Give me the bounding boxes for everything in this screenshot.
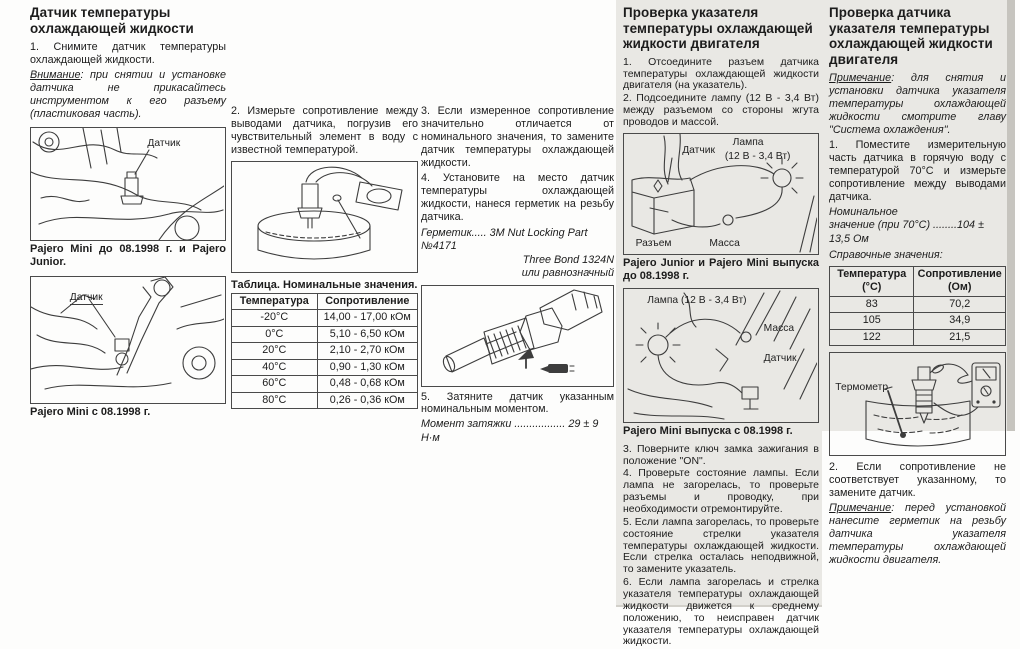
connector-callout-label: Разъем: [635, 237, 672, 249]
page-edge-shadow: [1007, 0, 1015, 431]
ground-callout-label: Масса: [763, 323, 795, 335]
figure-lamp-test-early: [623, 133, 819, 255]
column-gauge-sensor-check: [829, 5, 1006, 569]
note-text: : для снятия и установки датчика указателя температуры охлаждающей жидкости смотрите главу "Система охлаждения".: [829, 72, 1006, 136]
table-row: [232, 376, 418, 392]
table-row: [830, 313, 1006, 329]
section-title-gauge-sensor-check: Проверка датчика указателя температуры охлаждающей жидкости двигателя: [829, 5, 993, 67]
figure-caption: Pajero Mini с 08.1998 г.: [30, 405, 151, 418]
cell-resistance: 0,90 - 1,30 кОм: [317, 359, 417, 375]
hot-water-test-drawing: [830, 353, 1004, 455]
column-header: Температура (°С): [830, 266, 914, 296]
torque-spec: Момент затяжки ................. 29 ± 9 Н·м: [421, 418, 599, 444]
nominal-spec-line: Номинальное: [829, 205, 898, 218]
step-text: 2. Подсоедините лампу (12 В - 3,4 Вт) между разъемом со стороны жгута проводов и массой.: [623, 92, 819, 128]
section-title-gauge-check: Проверка указателя температуры охлаждающей жидкости двигателя: [623, 5, 813, 52]
engine-bay-drawing: [31, 128, 224, 240]
sensor-callout-label: Датчик: [763, 352, 797, 364]
sensor-callout-label: Датчик: [70, 292, 103, 305]
column-replace-install: [421, 105, 614, 448]
step-text: 3. Поверните ключ замка зажигания в положение "ON".: [623, 442, 819, 467]
figure-sensor-sealant: [421, 285, 614, 387]
step-text: 5. Затяните датчик указанным номинальным моментом.: [421, 390, 614, 416]
nominal-values-table: [231, 293, 418, 409]
cell-temperature: 60°С: [232, 376, 318, 392]
sensor-callout-label: Датчик: [682, 144, 715, 156]
column-header: Температура: [232, 293, 318, 309]
step-text: 1. Снимите датчик температуры охлаждающей жидкости.: [30, 41, 226, 67]
sensor-callout-label: Датчик: [147, 137, 181, 149]
table-row: [830, 329, 1006, 345]
note: [829, 502, 1006, 567]
step-text: 5. Если лампа загорелась, то проверьте состояние стрелки указателя температуры охлаждающей жидкости. Если стрелка осталась неподвижной, то замените указатель.: [623, 515, 819, 576]
figure-hot-water-test: [829, 352, 1006, 456]
column-header: Сопротивление (Ом): [914, 266, 1006, 296]
thermometer-callout-label: Термометр: [835, 381, 889, 393]
warning-text: : при снятии и установке датчика не прикасайтесь инструментом к его разъему (пластиковая часть).: [30, 69, 226, 120]
figure-sensor-location-early: [30, 127, 226, 241]
engine-bay-drawing: [31, 277, 224, 403]
sealant-spec: [421, 227, 614, 281]
table-header-row: [830, 266, 1006, 296]
sensor-closeup-drawing: [422, 286, 612, 386]
cell-temperature: 0°С: [232, 326, 318, 342]
column-measure-resistance: [231, 105, 418, 415]
cell-temperature: 80°С: [232, 392, 318, 408]
step-text: 4. Проверьте состояние лампы. Если лампа не загорелась, то проверьте разъемы и проводку, при необходимости отремонтируйте.: [623, 467, 819, 515]
cell-resistance: 34,9: [914, 313, 1006, 329]
nominal-spec: [829, 206, 1006, 246]
step-text: 4. Установите на место датчик температуры охлаждающей жидкости, нанеся герметик на резьбу датчика.: [421, 171, 614, 223]
reference-values-label: Справочные значения:: [829, 249, 943, 262]
table-row: [232, 359, 418, 375]
column-coolant-sensor: [30, 5, 226, 426]
resistance-test-drawing: [232, 162, 416, 272]
step-text: 2. Если сопротивление не соответствует указанному, то замените датчик.: [829, 461, 1006, 499]
lamp-spec-label: (12 В - 3,4 Вт): [724, 150, 791, 162]
table-row: [232, 310, 418, 326]
column-header: Сопротивление: [317, 293, 417, 309]
note-label: Примечание: [829, 501, 892, 514]
note-text: : перед установкой нанесите герметик на резьбу датчика указателя температуры охлаждающей жидкости двигателя.: [829, 501, 1006, 566]
table-title: Таблица. Номинальные значения.: [231, 278, 418, 291]
cell-temperature: 122: [830, 329, 914, 345]
cell-resistance: 5,10 - 6,50 кОм: [317, 326, 417, 342]
sealant-spec-line: Three Bond 1324N: [522, 253, 614, 266]
cell-temperature: 40°С: [232, 359, 318, 375]
lamp-callout-label: Лампа: [732, 137, 764, 149]
cell-temperature: -20°С: [232, 310, 318, 326]
note-label: Примечание: [829, 72, 892, 85]
cell-resistance: 21,5: [914, 329, 1006, 345]
table-row: [232, 326, 418, 342]
cell-temperature: 105: [830, 313, 914, 329]
figure-caption: Pajero Mini до 08.1998 г. и Pajero Junior.: [30, 242, 226, 268]
step-text: 6. Если лампа загорелась и стрелка указателя температуры охлаждающей жидкости движется к среднему положению, то неисправен датчик указателя температуры охлаждающей жидкости.: [623, 576, 819, 648]
sealant-spec-line: Герметик..... 3M Nut Locking Part №4171: [421, 226, 588, 253]
table-row: [232, 392, 418, 408]
section-title-coolant-sensor: Датчик температуры охлаждающей жидкости: [30, 5, 194, 36]
reference-values-table: [829, 266, 1006, 346]
nominal-spec-line: значение (при 70°С) ........104 ± 13,5 Ом: [829, 219, 984, 245]
figure-sensor-in-water: [231, 161, 418, 273]
lamp-callout-label: Лампа (12 В - 3,4 Вт): [647, 295, 747, 307]
sealant-spec-line: или равнозначный: [521, 267, 614, 280]
ground-callout-label: Масса: [709, 237, 740, 249]
cell-temperature: 83: [830, 296, 914, 312]
step-text: 1. Поместите измерительную часть датчика в горячую воду с температурой 70°С и измерьте сопротивление между выводами датчика.: [829, 138, 1006, 203]
table-header-row: [232, 293, 418, 309]
cell-resistance: 0,48 - 0,68 кОм: [317, 376, 417, 392]
column-gauge-check: [623, 5, 819, 649]
figure-caption: Pajero Mini выпуска с 08.1998 г.: [623, 424, 793, 437]
step-text: 3. Если измеренное сопротивление значительно отличается от номинального значения, то замените датчик температуры охлаждающей жидкости.: [421, 105, 614, 169]
table-row: [232, 343, 418, 359]
warning-note: [30, 69, 226, 121]
note: [829, 72, 1006, 137]
cell-resistance: 14,00 - 17,00 кОм: [317, 310, 417, 326]
warning-label: Внимание: [30, 69, 81, 81]
cell-temperature: 20°С: [232, 343, 318, 359]
table-row: [830, 296, 1006, 312]
figure-caption: Pajero Junior и Pajero Mini выпуска до 08.1998 г.: [623, 256, 819, 282]
figure-sensor-location-late: [30, 276, 226, 404]
step-text: 1. Отсоедините разъем датчика температуры охлаждающей жидкости двигателя (на указатель).: [623, 55, 819, 92]
cell-resistance: 0,26 - 0,36 кОм: [317, 392, 417, 408]
figure-lamp-test-late: [623, 288, 819, 423]
cell-resistance: 70,2: [914, 296, 1006, 312]
cell-resistance: 2,10 - 2,70 кОм: [317, 343, 417, 359]
step-text: 2. Измерьте сопротивление между выводами датчика, погрузив его чувствительный элемент в воду с известной температурой.: [231, 105, 418, 156]
